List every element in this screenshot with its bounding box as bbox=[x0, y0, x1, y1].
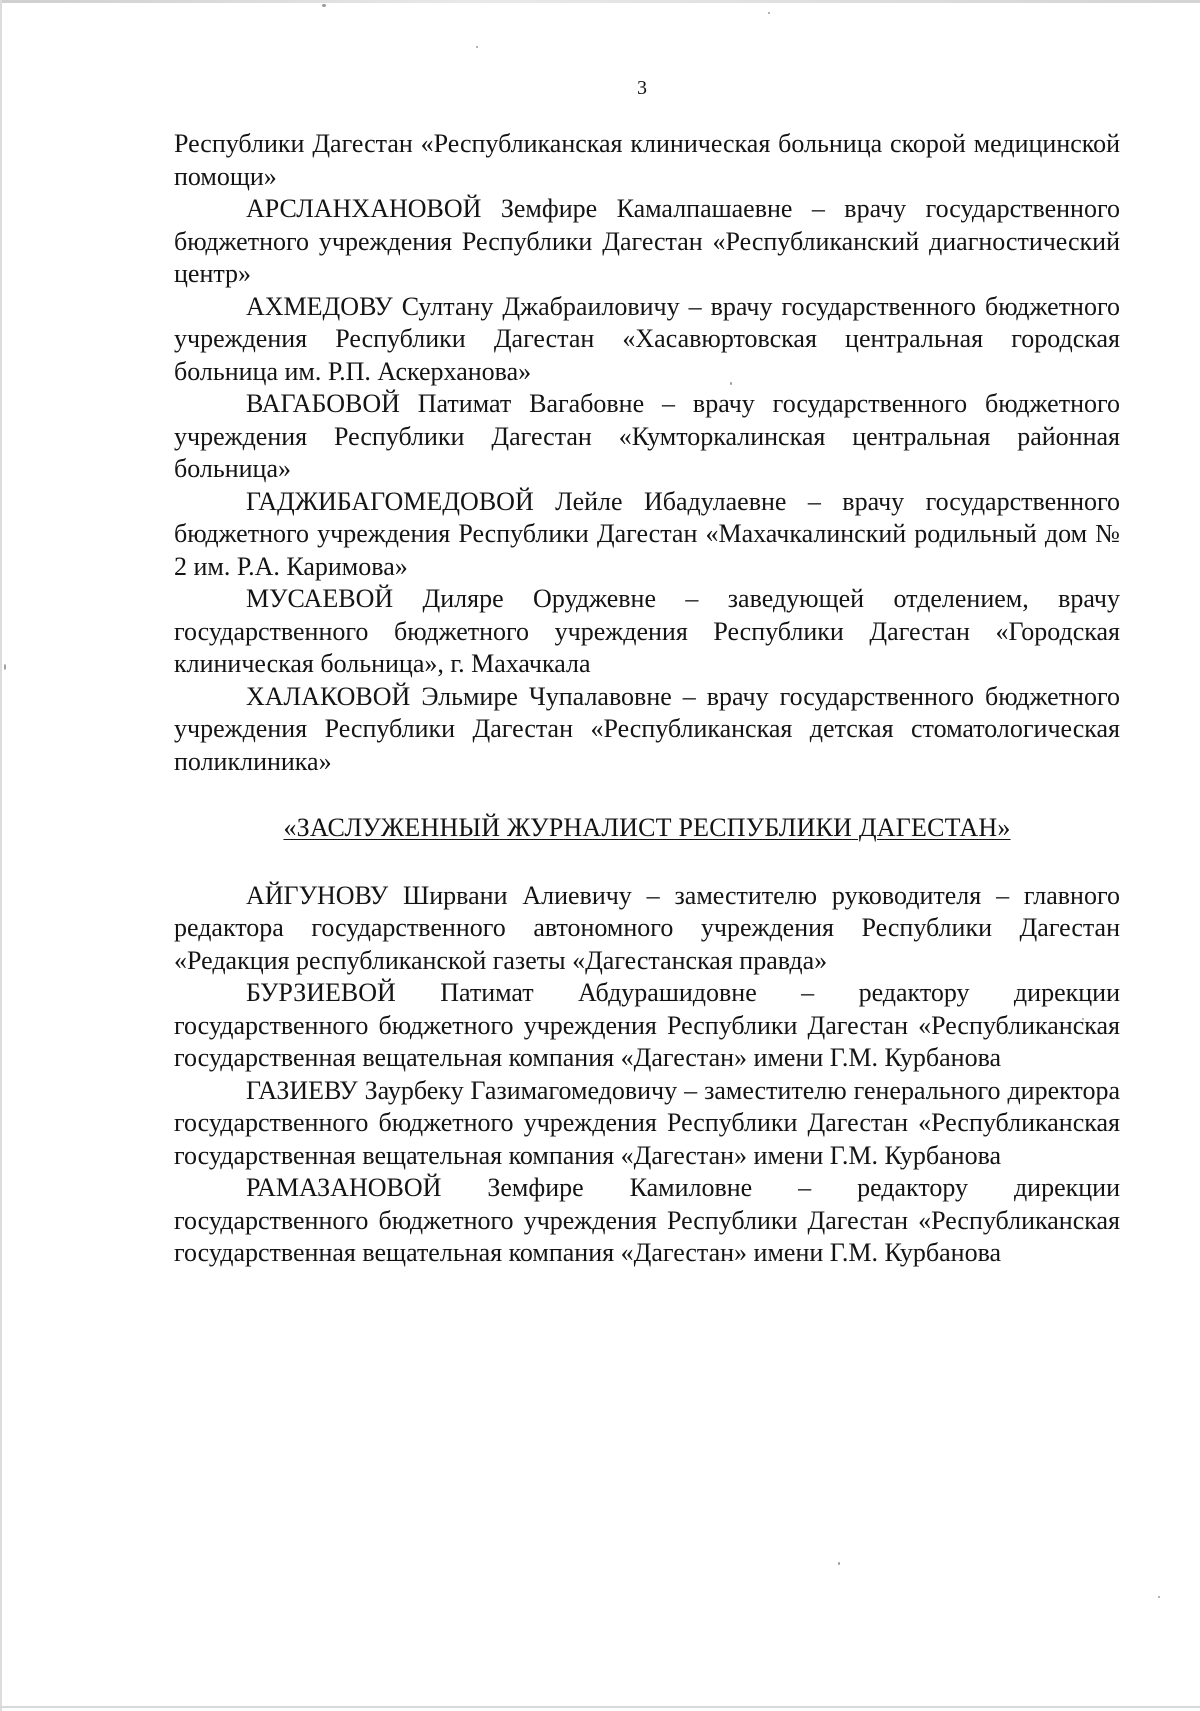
scan-speck bbox=[768, 12, 770, 14]
awardee-entry-vagabova: ВАГАБОВОЙ Патимат Вагабовне – врачу государственного бюджетного учреждения Республики Дагестан «Кумторкалинская центральная районная больница» bbox=[174, 389, 1120, 483]
awardee-entry-khalakova: ХАЛАКОВОЙ Эльмире Чупалавовне – врачу государственного бюджетного учреждения Республики Дагестан «Республиканская детская стоматологическая поликлиника» bbox=[174, 681, 1120, 776]
scan-edge-bottom bbox=[0, 1706, 1200, 1708]
awardee-entry-ramazanova: РАМАЗАНОВОЙ Земфире Камиловне – редактору дирекции государственного бюджетного учреждения Республики Дагестан «Республиканская государственная вещательная компания «Дагестан» имени Г.М. Курбанова bbox=[174, 1173, 1120, 1267]
document-body bbox=[174, 128, 1120, 1270]
scan-speck bbox=[322, 4, 326, 7]
page-number: 3 bbox=[637, 77, 647, 99]
awardee-entry-burzieva: БУРЗИЕВОЙ Патимат Абдурашидовне – редактору дирекции государственного бюджетного учреждения Республики Дагестан «Республиканская государственная вещательная компания «Дагестан» имени Г.М. Курбанова bbox=[174, 978, 1120, 1072]
awardee-entry-aigunov: АЙГУНОВУ Ширвани Алиевичу – заместителю руководителя – главного редактора государственного автономного учреждения Республики Дагестан «Редакция республиканской газеты «Дагестанская правда» bbox=[174, 880, 1120, 975]
intro-paragraph: Республики Дагестан «Республиканская клиническая больница скорой медицинской помощи» bbox=[174, 129, 1120, 191]
awardee-entry-musaeva: МУСАЕВОЙ Диляре Оруджевне – заведующей отделением, врачу государственного бюджетного учреждения Республики Дагестан «Городская клиническая больница», г. Махачкала bbox=[174, 584, 1120, 678]
scan-edge-top bbox=[0, 0, 1200, 3]
awardee-entry-gaziev: ГАЗИЕВУ Заурбеку Газимагомедовичу – заместителю генерального директора государственного бюджетного учреждения Республики Дагестан «Республиканская государственная вещательная компания «Дагестан» имени Г.М. Курбанова bbox=[174, 1075, 1120, 1170]
awardee-entry-arslankhanova: АРСЛАНХАНОВОЙ Земфире Камалпашаевне – врачу государственного бюджетного учреждения Республики Дагестан «Республиканский диагностический центр» bbox=[174, 194, 1120, 288]
scan-speck bbox=[4, 664, 6, 670]
scan-speck bbox=[476, 46, 478, 48]
awardee-entry-gadzhibagomedova: ГАДЖИБАГОМЕДОВОЙ Лейле Ибадулаевне – врачу государственного бюджетного учреждения Республики Дагестан «Махачкалинский родильный дом № 2 им. Р.А. Каримова» bbox=[174, 486, 1120, 581]
section-heading-journalist: «ЗАСЛУЖЕННЫЙ ЖУРНАЛИСТ РЕСПУБЛИКИ ДАГЕСТАН» bbox=[283, 813, 1011, 842]
scan-edge-left bbox=[0, 0, 2, 1711]
scan-speck bbox=[1158, 1596, 1160, 1598]
scan-speck bbox=[838, 1562, 840, 1565]
awardee-entry-akhmedov: АХМЕДОВУ Султану Джабраиловичу – врачу государственного бюджетного учреждения Республики Дагестан «Хасавюртовская центральная городская больница им. Р.П. Аскерханова» bbox=[174, 291, 1120, 386]
